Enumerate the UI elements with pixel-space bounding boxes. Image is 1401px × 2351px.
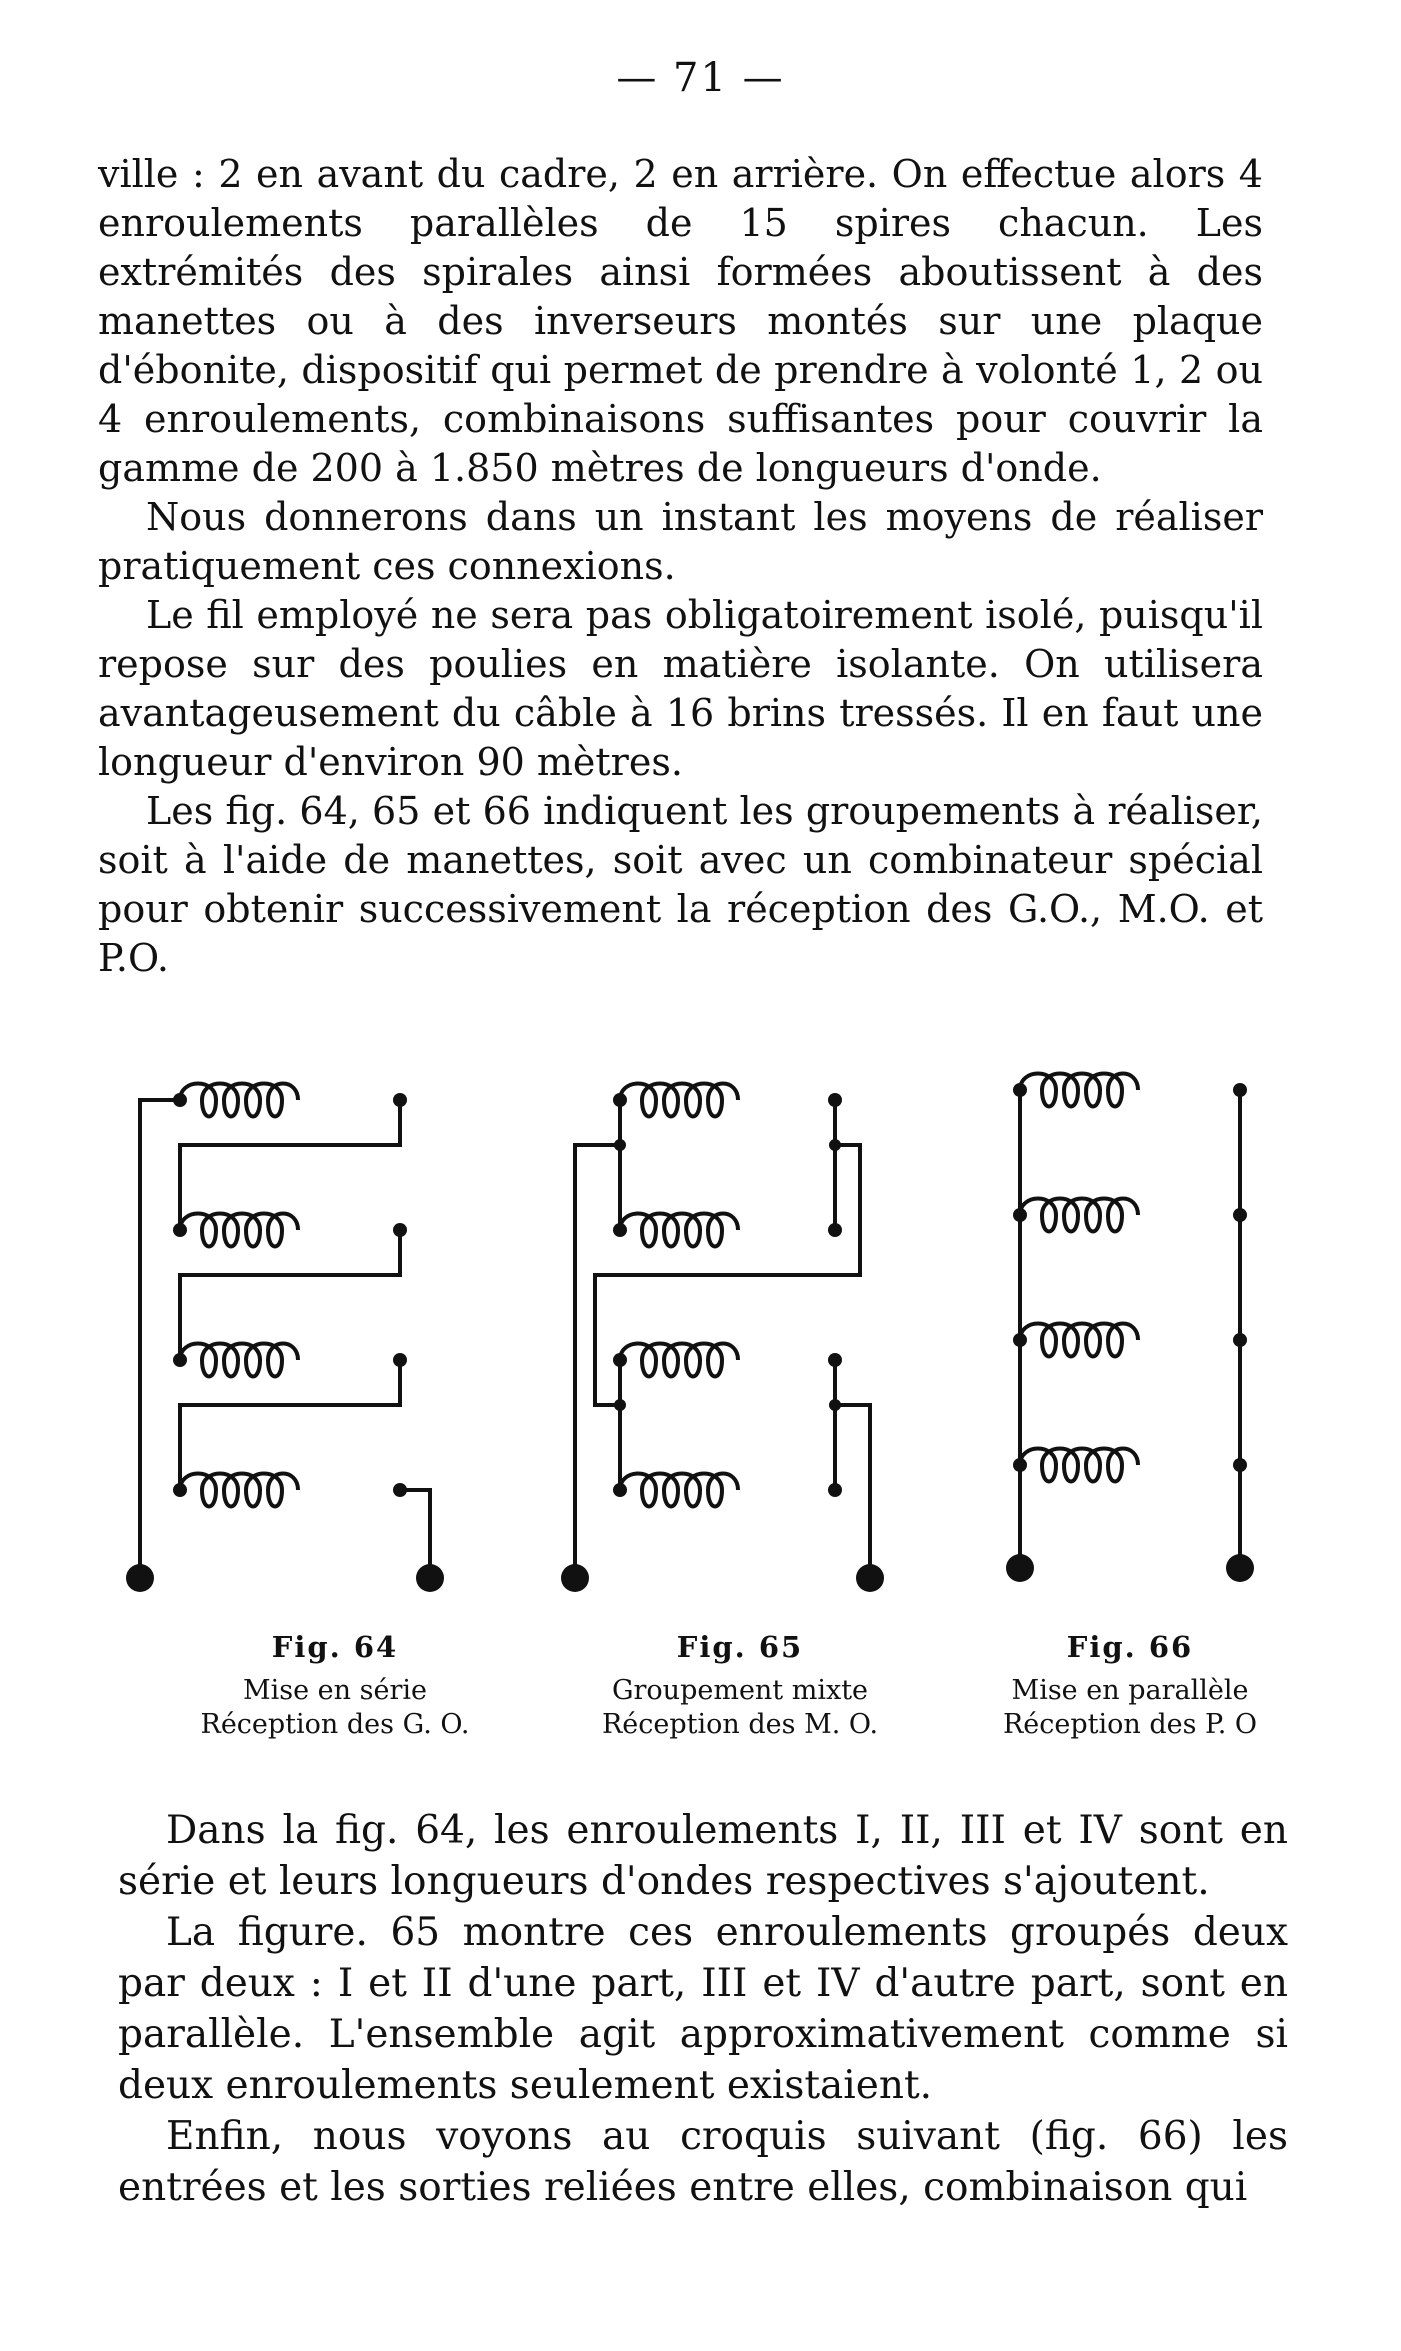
paragraph: ville : 2 en avant du cadre, 2 en arrière. On effectue alors 4 enroulements parallèles de 15 spires chacun. Les extrémités des spirales ainsi formées aboutissent à des manettes ou à des inverseurs montés sur une plaque d'ébonite, dispositif qui permet de prendre à volonté 1, 2 ou 4 enroulements, combinaisons suffisantes pour couvrir la gamme de 200 à 1.850 mètres de longueurs d'onde. xyxy=(98,152,1263,490)
paragraph: Les fig. 64, 65 et 66 indiquent les groupements à réaliser, soit à l'aide de manettes, soit avec un combinateur spécial pour obtenir successivement la réception des G.O., M.O. et P.O. xyxy=(98,789,1263,980)
paragraph: Dans la fig. 64, les enroulements I, II, III et IV sont en série et leurs longueurs d'ondes respectives s'ajoutent. xyxy=(118,1808,1288,1904)
fig-66-diagram xyxy=(1020,1074,1240,1571)
figure-caption-66 xyxy=(960,1630,1300,1742)
caption-line: Réception des G. O. xyxy=(200,1709,470,1740)
paragraph: Enfin, nous voyons au croquis suivant (fig. 66) les entrées et les sorties reliées entre elles, combinaison qui xyxy=(118,2114,1288,2210)
figure-label: Fig. 66 xyxy=(1066,1630,1194,1664)
body-text-bottom xyxy=(118,1805,1288,2213)
figures-area xyxy=(0,1010,1401,1780)
figure-label: Fig. 65 xyxy=(676,1630,804,1664)
caption-line: Mise en parallèle xyxy=(1011,1675,1249,1706)
body-text-top xyxy=(98,150,1263,983)
figure-caption-64 xyxy=(175,1630,495,1742)
figure-caption-65 xyxy=(570,1630,910,1742)
caption-line: Mise en série xyxy=(242,1675,427,1706)
fig-65-diagram xyxy=(575,1084,870,1571)
caption-line: Réception des M. O. xyxy=(601,1709,879,1740)
figure-label: Fig. 64 xyxy=(271,1630,399,1664)
coil-diagrams xyxy=(0,1010,1401,1630)
paragraph: Nous donnerons dans un instant les moyens de réaliser pratiquement ces connexions. xyxy=(98,495,1263,588)
caption-line: Réception des P. O xyxy=(1002,1709,1258,1740)
page-number: — 71 — xyxy=(616,55,785,101)
paragraph: Le fil employé ne sera pas obligatoirement isolé, puisqu'il repose sur des poulies en matière isolante. On utilisera avantageusement du câble à 16 brins tressés. Il en faut une longueur d'environ 90 mètres. xyxy=(98,593,1263,784)
paragraph: La figure. 65 montre ces enroulements groupés deux par deux : I et II d'une part, III et IV d'autre part, sont en parallèle. L'ensemble agit approximativement comme si deux enroulements seulement existaient. xyxy=(118,1910,1288,2108)
caption-line: Groupement mixte xyxy=(611,1675,869,1706)
fig-64-diagram xyxy=(140,1084,430,1571)
